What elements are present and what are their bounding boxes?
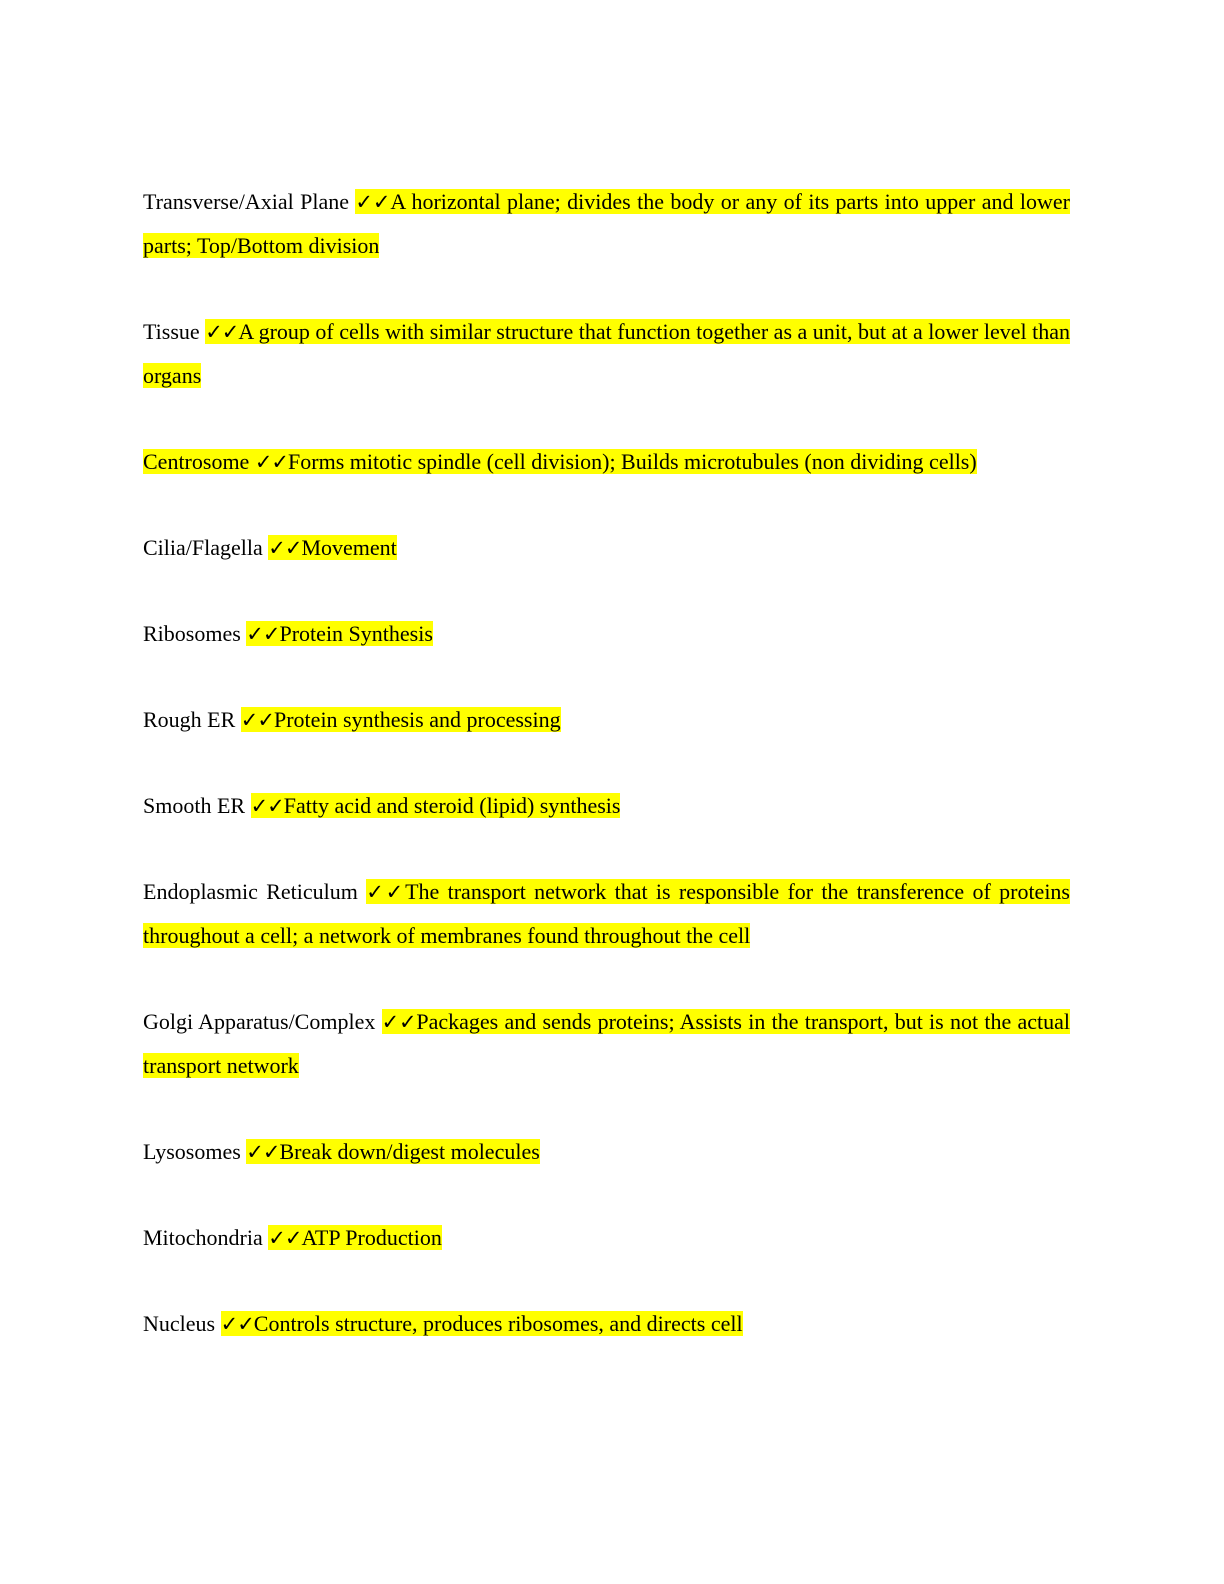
entry-definition-text: A group of cells with similar structure that function together as a unit, but at a lower level than organs (143, 319, 1071, 388)
entry-definition (246, 621, 433, 646)
entry-term: Endoplasmic Reticulum (143, 879, 358, 904)
entry-definition-text: ATP Production (301, 1225, 442, 1250)
entry-definition-text: Protein synthesis and processing (274, 707, 561, 732)
glossary-entry-transverse-axial-plane (143, 180, 1070, 268)
entry-term: Transverse/Axial Plane (143, 189, 349, 214)
entry-term: Nucleus (143, 1311, 216, 1336)
entry-definition-text: Break down/digest molecules (279, 1139, 540, 1164)
double-check-icon: ✓✓ (246, 1140, 280, 1164)
entry-definition (246, 1139, 539, 1164)
entry-definition-text: Packages and sends proteins; Assists in the transport, but is not the actual transport network (143, 1009, 1071, 1078)
glossary-entry-centrosome (143, 440, 1070, 484)
glossary-entry-lysosomes (143, 1130, 1070, 1174)
double-check-icon: ✓✓ (268, 536, 302, 560)
entry-definition-text: Protein Synthesis (279, 621, 433, 646)
glossary-content (143, 180, 1070, 1388)
entry-definition-text: Controls structure, produces ribosomes, and directs cell (253, 1311, 743, 1336)
glossary-entry-tissue (143, 310, 1070, 398)
entry-definition (241, 707, 561, 732)
glossary-entry-smooth-er (143, 784, 1070, 828)
glossary-entry-nucleus (143, 1302, 1070, 1346)
entry-definition (268, 535, 397, 560)
glossary-entry-rough-er (143, 698, 1070, 742)
double-check-icon: ✓✓ (268, 1226, 302, 1250)
double-check-icon: ✓✓ (254, 450, 289, 474)
entry-definition-text: A horizontal plane; divides the body or any of its parts into upper and lower parts; Top/Bottom division (143, 189, 1071, 258)
entry-term: Golgi Apparatus/Complex (143, 1009, 376, 1034)
entry-definition-text: Forms mitotic spindle (cell division); Builds microtubules (non dividing cells) (288, 449, 977, 474)
entry-term: Smooth ER (143, 793, 246, 818)
entry-definition (251, 793, 621, 818)
entry-definition-text: The transport network that is responsible for the transference of proteins throughout a cell; a network of membranes found throughout the cell (143, 879, 1070, 948)
entry-definition-text: Movement (301, 535, 397, 560)
double-check-icon: ✓✓ (355, 190, 391, 214)
glossary-entry-ribosomes (143, 612, 1070, 656)
entry-term: Tissue (143, 319, 200, 344)
entry-definition (221, 1311, 743, 1336)
entry-definition-text: Fatty acid and steroid (lipid) synthesis (283, 793, 621, 818)
entry-term: Rough ER (143, 707, 236, 732)
glossary-entry-cilia-flagella (143, 526, 1070, 570)
entry-term: Ribosomes (143, 621, 241, 646)
double-check-icon: ✓✓ (246, 622, 280, 646)
entry-term: Mitochondria (143, 1225, 263, 1250)
entry-term: Cilia/Flagella (143, 535, 263, 560)
glossary-entry-mitochondria (143, 1216, 1070, 1260)
entry-definition (143, 319, 1070, 388)
glossary-entry-endoplasmic-reticulum (143, 870, 1070, 958)
entry-term: Lysosomes (143, 1139, 241, 1164)
double-check-icon: ✓✓ (381, 1010, 417, 1034)
glossary-entry-golgi-apparatus (143, 1000, 1070, 1088)
double-check-icon: ✓✓ (220, 1312, 254, 1336)
double-check-icon: ✓✓ (240, 708, 274, 732)
entry-term: Centrosome (143, 449, 250, 474)
double-check-icon: ✓✓ (250, 794, 284, 818)
double-check-icon: ✓✓ (205, 320, 239, 344)
entry-highlight (143, 449, 977, 474)
double-check-icon: ✓✓ (366, 880, 406, 904)
entry-definition (268, 1225, 442, 1250)
